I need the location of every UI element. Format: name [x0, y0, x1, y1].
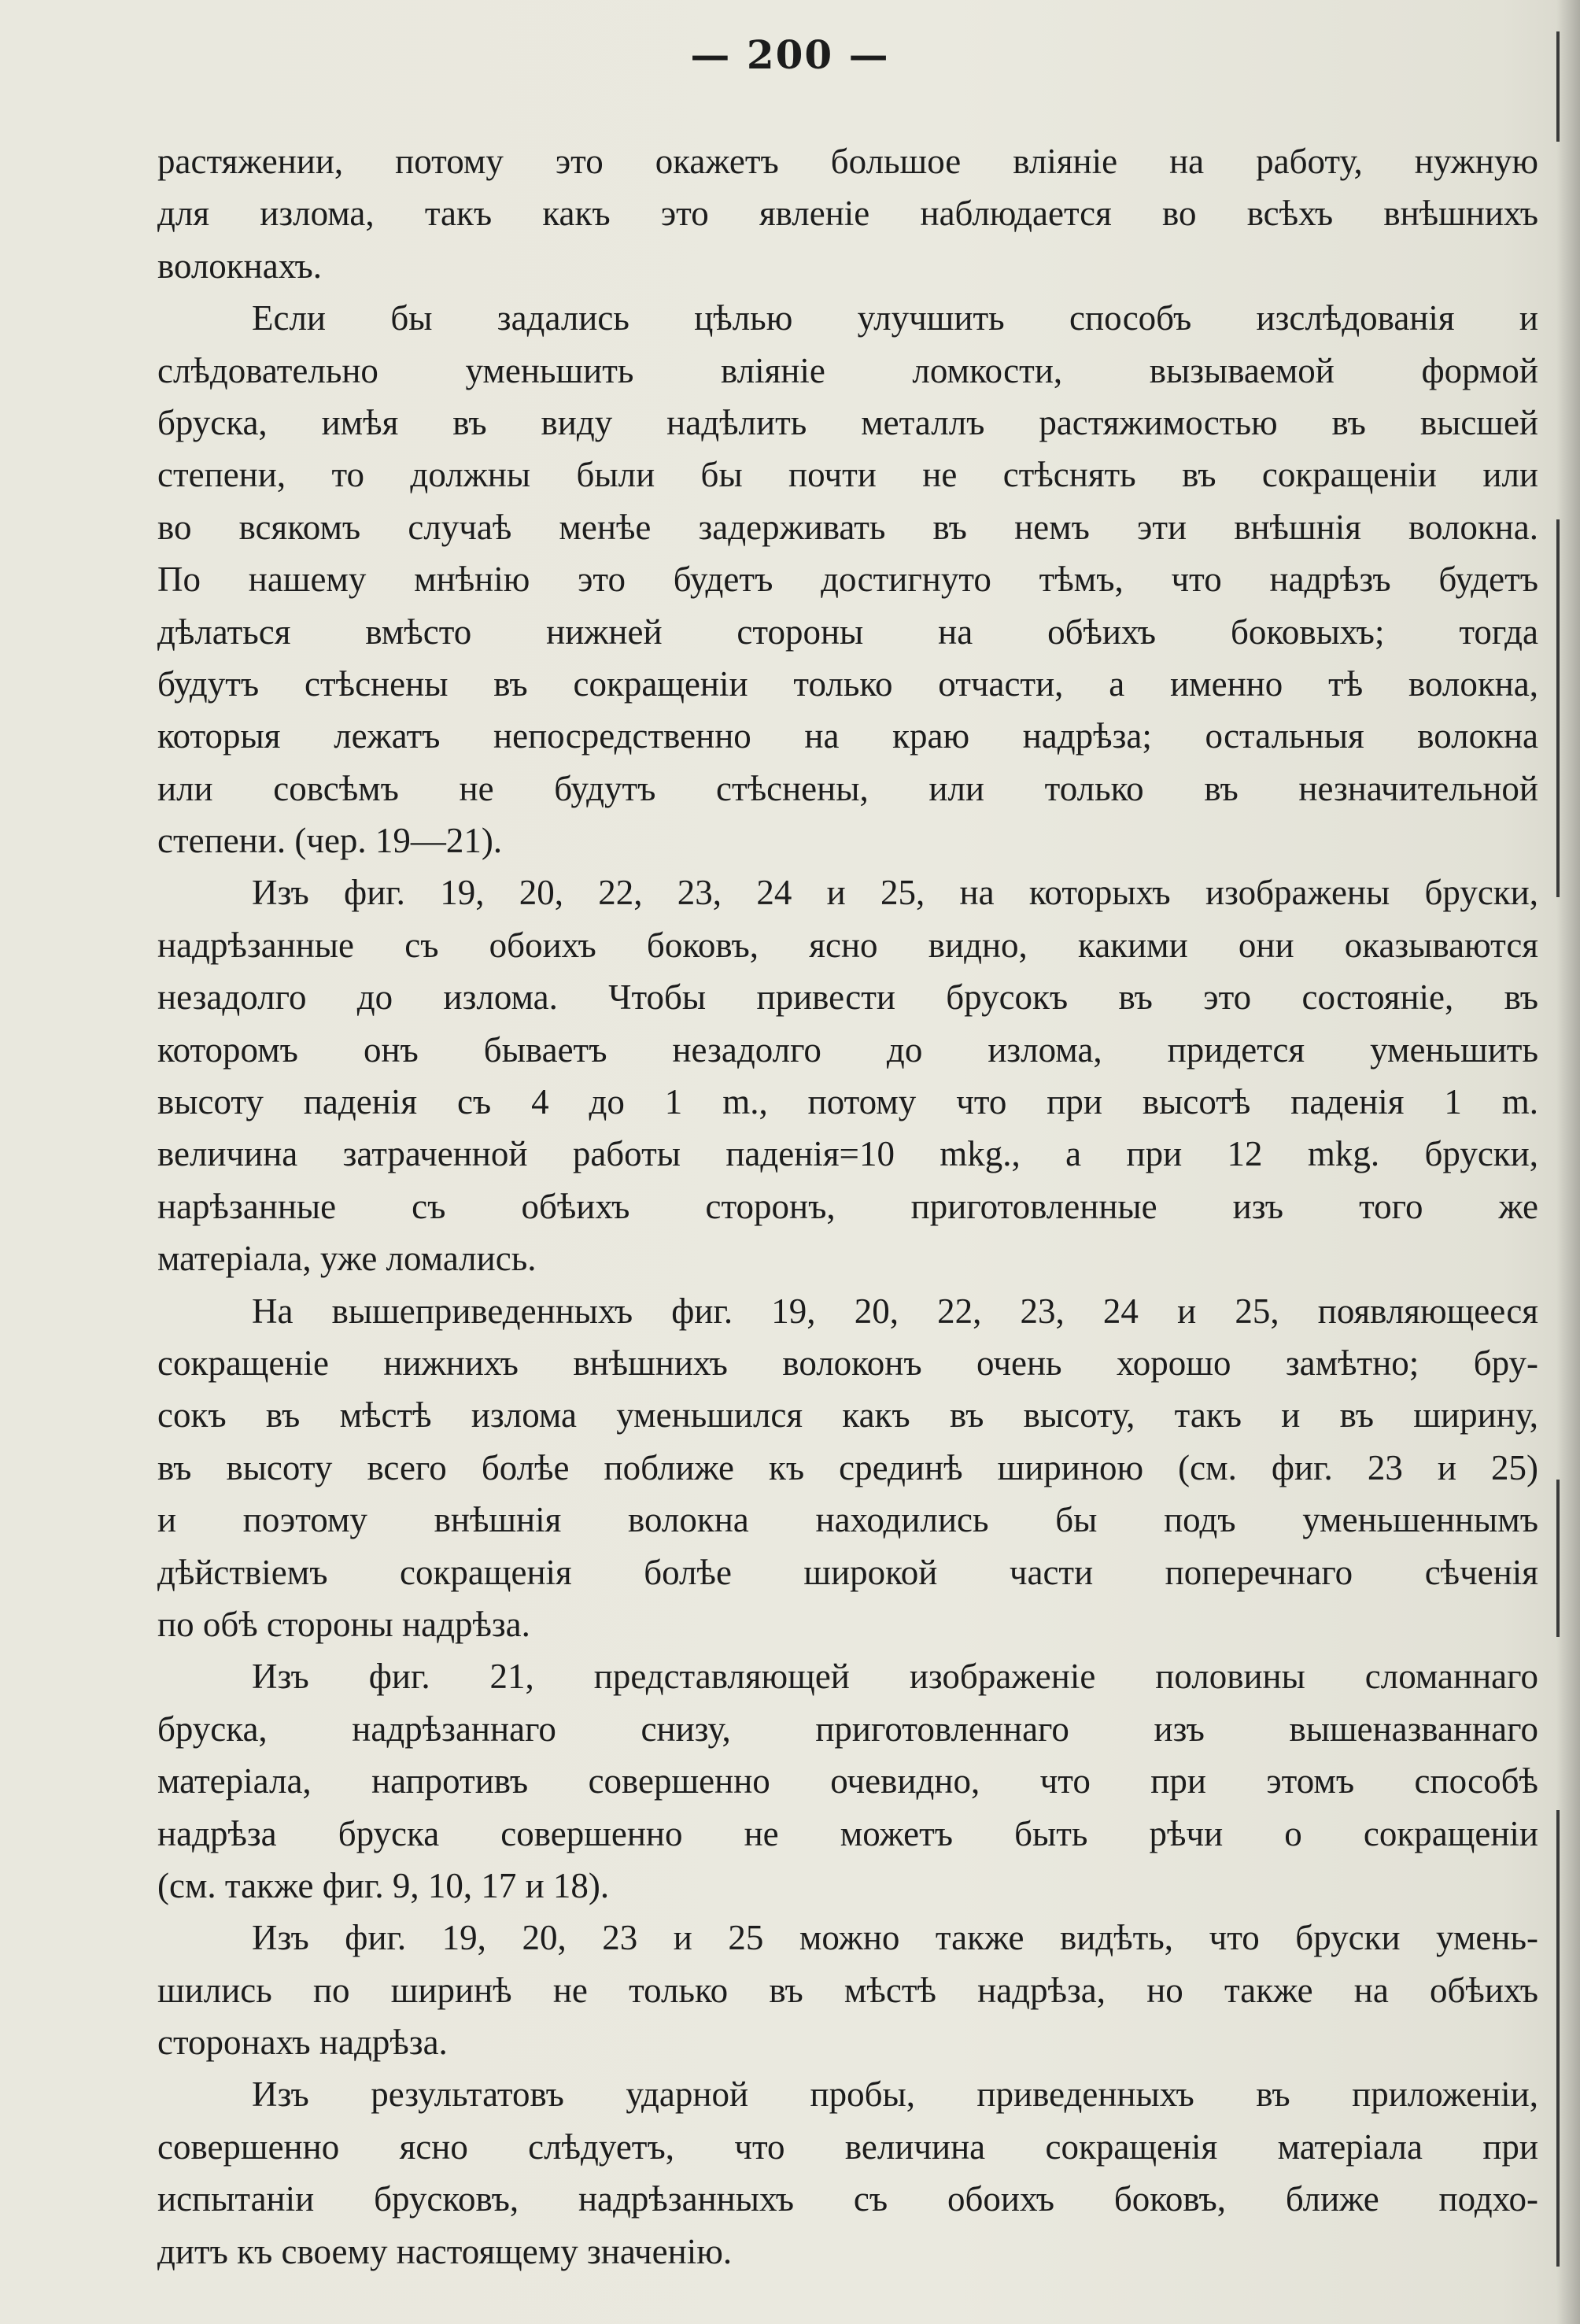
page-number: — 200 — — [690, 31, 890, 78]
text-line: Если бы задались цѣлью улучшить способъ изслѣдованія и — [252, 298, 1538, 338]
text-line: волокнахъ. — [157, 246, 323, 286]
paragraph — [157, 1650, 1538, 1912]
text-line: испытаніи брусковъ, надрѣзанныхъ съ обоихъ боковъ, ближе подхо- — [157, 2179, 1538, 2219]
text-line: шились по ширинѣ не только въ мѣстѣ надрѣза, но также на обѣихъ — [157, 1970, 1538, 2010]
paragraph — [157, 866, 1538, 1284]
text-line: Изъ результатовъ ударной пробы, приведенныхъ въ приложеніи, — [252, 2075, 1538, 2115]
text-line: въ высоту всего болѣе поближе къ срединѣ шириною (см. фиг. 23 и 25) — [157, 1447, 1538, 1487]
text-line: по обѣ стороны надрѣза. — [157, 1604, 530, 1644]
text-line: незадолго до излома. Чтобы привести брусокъ въ это состояніе, въ — [157, 977, 1538, 1018]
text-line: дитъ къ своему настоящему значенію. — [157, 2231, 733, 2271]
text-line: во всякомъ случаѣ менѣе задерживать въ немъ эти внѣшнія волокна. — [157, 507, 1538, 547]
margin-mark — [1556, 1480, 1560, 1637]
text-line: слѣдовательно уменьшить вліяніе ломкости, вызываемой формой — [157, 350, 1538, 390]
text-line: нарѣзанные съ обѣихъ сторонъ, приготовленные изъ того же — [157, 1186, 1538, 1226]
text-line: или совсѣмъ не будутъ стѣснены, или только въ незначительной — [157, 768, 1538, 808]
text-line: Изъ фиг. 21, представляющей изображеніе половины сломаннаго — [252, 1657, 1538, 1697]
margin-mark — [1556, 1810, 1560, 2267]
text-line: (см. также фиг. 9, 10, 17 и 18). — [157, 1865, 610, 1905]
text-line: На вышеприведенныхъ фиг. 19, 20, 22, 23, 24 и 25, появляющееся — [252, 1291, 1538, 1331]
text-line: совершенно ясно слѣдуетъ, что величина сокращенія матеріала при — [157, 2126, 1538, 2167]
text-line: бруска, имѣя въ виду надѣлить металлъ растяжимостью въ высшей — [157, 402, 1538, 442]
text-line: дѣлаться вмѣсто нижней стороны на обѣихъ боковыхъ; тогда — [157, 611, 1538, 652]
text-line: надрѣза бруска совершенно не можетъ быть рѣчи о сокращеніи — [157, 1813, 1538, 1853]
text-line: будутъ стѣснены въ сокращеніи только отчасти, а именно тѣ волокна, — [157, 663, 1538, 704]
paragraph — [157, 292, 1538, 866]
margin-mark — [1556, 519, 1560, 897]
text-line: которыя лежатъ непосредственно на краю надрѣза; остальныя волокна — [157, 716, 1538, 756]
paragraph — [157, 2068, 1538, 2278]
text-line: По нашему мнѣнію это будетъ достигнуто тѣмъ, что надрѣзъ будетъ — [157, 560, 1538, 600]
text-line: надрѣзанные съ обоихъ боковъ, ясно видно, какими они оказываются — [157, 925, 1538, 965]
text-line: высоту паденія съ 4 до 1 m., потому что при высотѣ паденія 1 m. — [157, 1082, 1538, 1122]
text-line: растяжении, потому это окажетъ большое вліяніе на работу, нужную — [157, 142, 1538, 181]
text-line: степени. (чер. 19—21). — [157, 821, 503, 861]
paragraph — [157, 1912, 1538, 2068]
text-line: матеріала, уже ломались. — [157, 1239, 537, 1279]
text-line: бруска, надрѣзаннаго снизу, приготовленнаго изъ вышеназваннаго — [157, 1709, 1538, 1749]
page-edge-shadow — [1556, 0, 1580, 2324]
text-line: для излома, такъ какъ это явленіе наблюдается во всѣхъ внѣшнихъ — [157, 194, 1538, 234]
text-line: Изъ фиг. 19, 20, 23 и 25 можно также видѣть, что бруски умень- — [252, 1918, 1538, 1958]
paragraph — [157, 1285, 1538, 1651]
text-line: степени, то должны были бы почти не стѣснять въ сокращеніи или — [157, 455, 1538, 495]
text-line: и поэтому внѣшнія волокна находились бы подъ уменьшеннымъ — [157, 1500, 1538, 1540]
text-line: сокращеніе нижнихъ внѣшнихъ волоконъ очень хорошо замѣтно; бру- — [157, 1343, 1538, 1383]
text-line: дѣйствіемъ сокращенія болѣе широкой части поперечнаго сѣченія — [157, 1552, 1538, 1592]
body-text — [157, 135, 1538, 2278]
text-line: сторонахъ надрѣза. — [157, 2023, 448, 2063]
text-line: Изъ фиг. 19, 20, 22, 23, 24 и 25, на которыхъ изображены бруски, — [252, 873, 1538, 913]
paragraph — [157, 135, 1538, 292]
text-line: величина затраченной работы паденія=10 mkg., а при 12 mkg. бруски, — [157, 1134, 1538, 1174]
text-line: матеріала, напротивъ совершенно очевидно, что при этомъ способѣ — [157, 1761, 1538, 1801]
text-line: сокъ въ мѣстѣ излома уменьшился какъ въ высоту, такъ и въ ширину, — [157, 1395, 1538, 1435]
text-line: которомъ онъ бываетъ незадолго до излома, придется уменьшить — [157, 1029, 1538, 1070]
